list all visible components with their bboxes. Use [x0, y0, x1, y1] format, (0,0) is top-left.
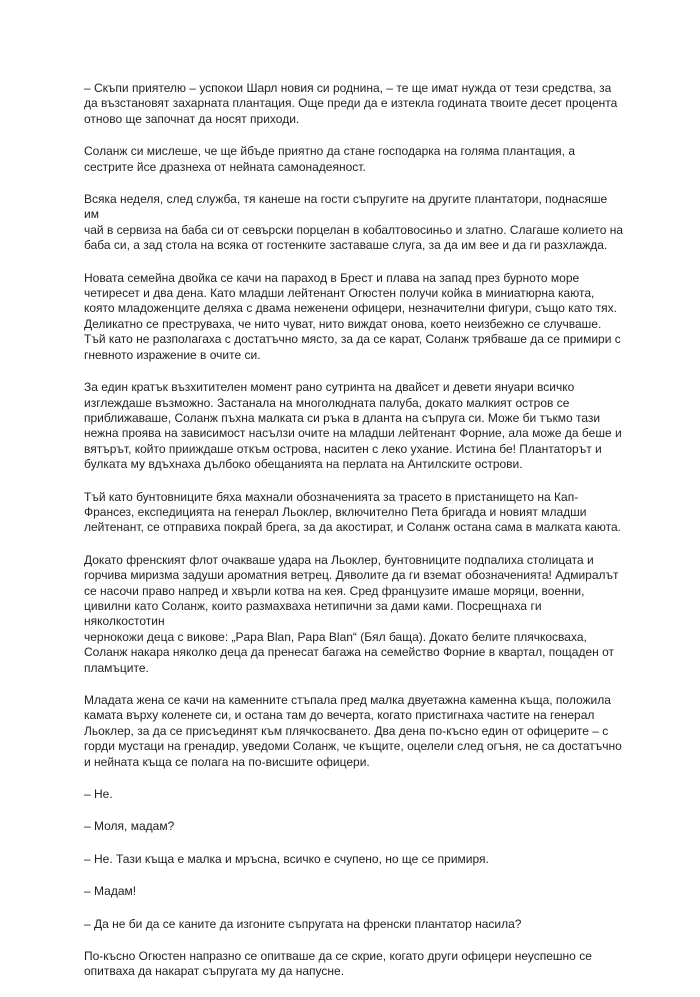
document-body — [84, 81, 624, 997]
dialogue-line: – Мадам! — [84, 884, 137, 899]
paragraph: Младата жена се качи на каменните стъпала пред малка двуетажна каменна къща, положила камата върху коленете си, и остана там до вечерта, когато пристигнаха частите на генерал Льоклер, за да се присъединят към плячкосването. Два дена по-късно един от офицерите – с горди мустаци на гренадир, уведоми Соланж, че къщите, оцелели след огъня, не са достатъчно и нейната къща се полага на по-висшите офицери. — [84, 693, 622, 769]
paragraph: – Скъпи приятелю – успокои Шарл новия си роднина, – те ще имат нужда от тези средства, за да възстановят захарната плантация. Още преди да е изтекла годината твоите десет процента отново ще започнат да носят приходи. — [84, 81, 618, 126]
paragraph: Соланж си мислеше, че ще йбъде приятно да стане господарка на голяма плантация, а сестрите йсе дразнеха от нейната самонадеяност. — [84, 144, 575, 174]
dialogue-line: – Не. — [84, 787, 113, 802]
paragraph: Всяка неделя, след служба, тя канеше на гости съпругите на другите плантатори, поднасяше им чай в сервиза на баба си от севърски порцелан в кобалтовосиньо и златно. Слагаше колието на баба си, а зад стола на всяка от гостенките заставаше слуга, за да им вее и да ги разхлажда. — [84, 192, 624, 253]
paragraph: Докато френският флот очакваше удара на Льоклер, бунтовниците подпалиха столицата и горчива миризма задуши ароматния ветрец. Дяволите да ги вземат обозначенията! Адмиралът се насочи право напред и хвърли котва на кея. Сред французите имаше моряци, военни, цивилни като Соланж, които размахваха нетипични за дами ками. Посрещнаха ги няколкостотин чернокожи деца с викове: „Papa Blan, Papa Blan“ (Бял баща). Докато белите плячкосваха, Соланж накара няколко деца да пренесат багажа на семейство Форние в квартал, пощаден от пламъците. — [84, 552, 619, 675]
dialogue-line: – Моля, мадам? — [84, 819, 175, 834]
paragraph: По-късно Огюстен напразно се опитваше да се скрие, когато други офицери неуспешно се опитваха да накарат съпругата му да напусне. — [84, 949, 592, 979]
paragraph: Новата семейна двойка се качи на параход в Брест и плава на запад през бурното море четиресет и два дена. Като младши лейтенант Огюстен получи койка в миниатюрна каюта, която младоженците деляха с двама неженени офицери, незначителни фигури, също като тях. Деликатно се преструваха, че нито чуват, нито виждат онова, което неизбежно се случваше. Тъй като не разполагаха с достатъчно място, за да се карат, Соланж трябваше да се примири с гневното изражение в очите си. — [84, 270, 621, 362]
dialogue-line: – Не. Тази къща е малка и мръсна, всичко е счупено, но ще се примиря. — [84, 851, 489, 866]
paragraph: За един кратък възхитителен момент рано сутринта на двайсет и девети януари всичко изглеждаше възможно. Застанала на многолюдната палуба, докато малкият остров се приближаваше, Соланж пъхна малката си ръка в дланта на съпруга си. Може би тъкмо тази нежна проява на зависимост насълзи очите на младши лейтенант Форние, ала може да беше и вятърът, който прииждаше откъм острова, наситен с леко ухание. Истина бе! Плантаторът и булката му вдъхнаха дълбоко обещанията на перлата на Антилските острови. — [84, 380, 622, 472]
dialogue-line: – Да не би да се каните да изгоните съпругата на френски плантатор насила? — [84, 916, 522, 931]
paragraph: Тъй като бунтовниците бяха махнали обозначенията за трасето в пристанището на Кап- Франсез, експедицията на генерал Льоклер, включително Пета бригада и новият младши лейтенант, се отправиха покрай брега, за да акостират, и Соланж остана сама в малката каюта. — [84, 489, 622, 535]
